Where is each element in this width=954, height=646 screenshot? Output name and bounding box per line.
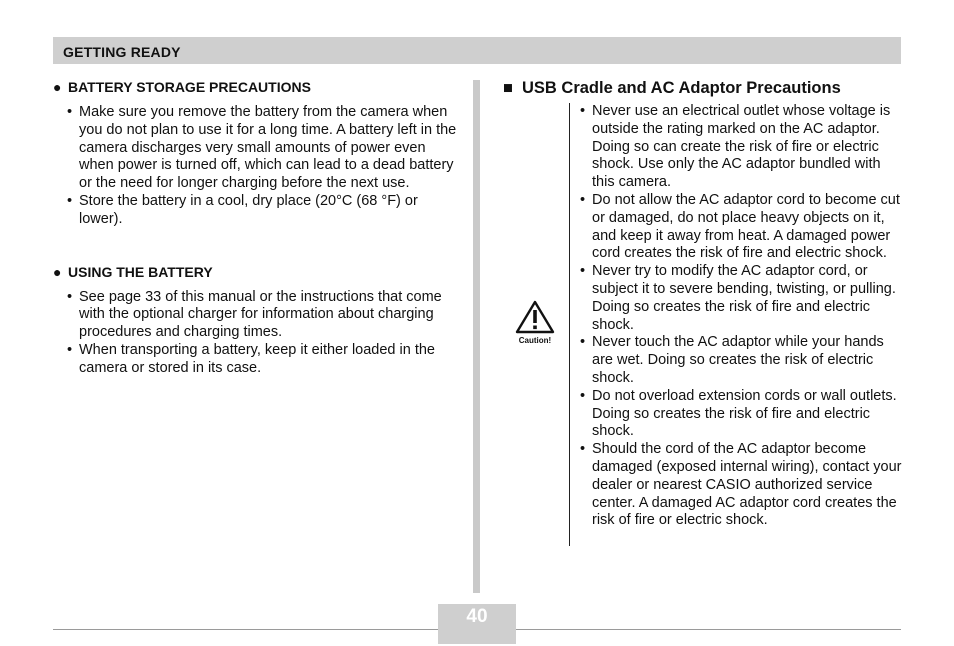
bullet-circle-icon: ● [53, 79, 62, 95]
page-number: 40 [466, 606, 488, 627]
battery-storage-title: BATTERY STORAGE PRECAUTIONS [68, 79, 311, 95]
left-column [53, 78, 458, 378]
list-item: • When transporting a battery, keep it either loaded in the camera or stored in its case. [67, 342, 458, 378]
column-divider [473, 80, 480, 593]
list-item: • Make sure you remove the battery from the camera when you do not plan to use it for a long time. A battery left in the camera discharges very small amounts of power even when power is turned off, which can lead to a dead battery or the need for longer charging before the next use. [67, 104, 458, 193]
usb-cradle-heading [503, 78, 841, 98]
usb-cradle-body [580, 103, 905, 530]
list-item: • Never use an electrical outlet whose voltage is outside the rating marked on the AC adaptor. Doing so can create the risk of fire or electric shock. Use only the AC adaptor bundled with this camera. [580, 103, 905, 192]
list-item: • Should the cord of the AC adaptor become damaged (exposed internal wiring), contact your dealer or nearest CASIO authorized service center. A damaged AC adaptor cord creates the risk of fire or electric shock. [580, 441, 905, 530]
battery-storage-list [53, 104, 458, 229]
using-battery-title: USING THE BATTERY [68, 263, 213, 280]
list-item: • Never try to modify the AC adaptor cord, or subject it to severe bending, twisting, or pulling. Doing so creates the risk of fire and electric shock. [580, 263, 905, 334]
caution-vertical-rule [569, 103, 570, 546]
using-battery-heading [53, 263, 458, 281]
list-item: • Do not overload extension cords or wall outlets. Doing so creates the risk of fire and electric shock. [580, 388, 905, 441]
battery-storage-section [53, 78, 458, 229]
using-battery-section [53, 263, 458, 378]
bullet-circle-icon: ● [53, 263, 62, 280]
section-title: GETTING READY [63, 44, 181, 60]
usb-cradle-title: USB Cradle and AC Adaptor Precautions [522, 79, 841, 97]
page-number-box [438, 604, 516, 644]
bullet-square-icon: ■ [503, 79, 513, 97]
caution-block [512, 300, 558, 345]
list-item: • See page 33 of this manual or the instructions that come with the optional charger for information about charging procedures and charging times. [67, 289, 458, 342]
battery-storage-heading [53, 78, 458, 96]
usb-cradle-list [580, 103, 905, 530]
list-item: • Do not allow the AC adaptor cord to become cut or damaged, do not place heavy objects on it, and keep it away from heat. A damaged power cord creates the risk of fire and electric shock. [580, 192, 905, 263]
list-item: • Store the battery in a cool, dry place (20°C (68 °F) or lower). [67, 193, 458, 229]
using-battery-list [53, 289, 458, 378]
caution-label: Caution! [518, 336, 552, 345]
warning-triangle-icon [515, 300, 555, 334]
section-header-bar [53, 37, 901, 64]
list-item: • Never touch the AC adaptor while your hands are wet. Doing so creates the risk of electric shock. [580, 334, 905, 387]
